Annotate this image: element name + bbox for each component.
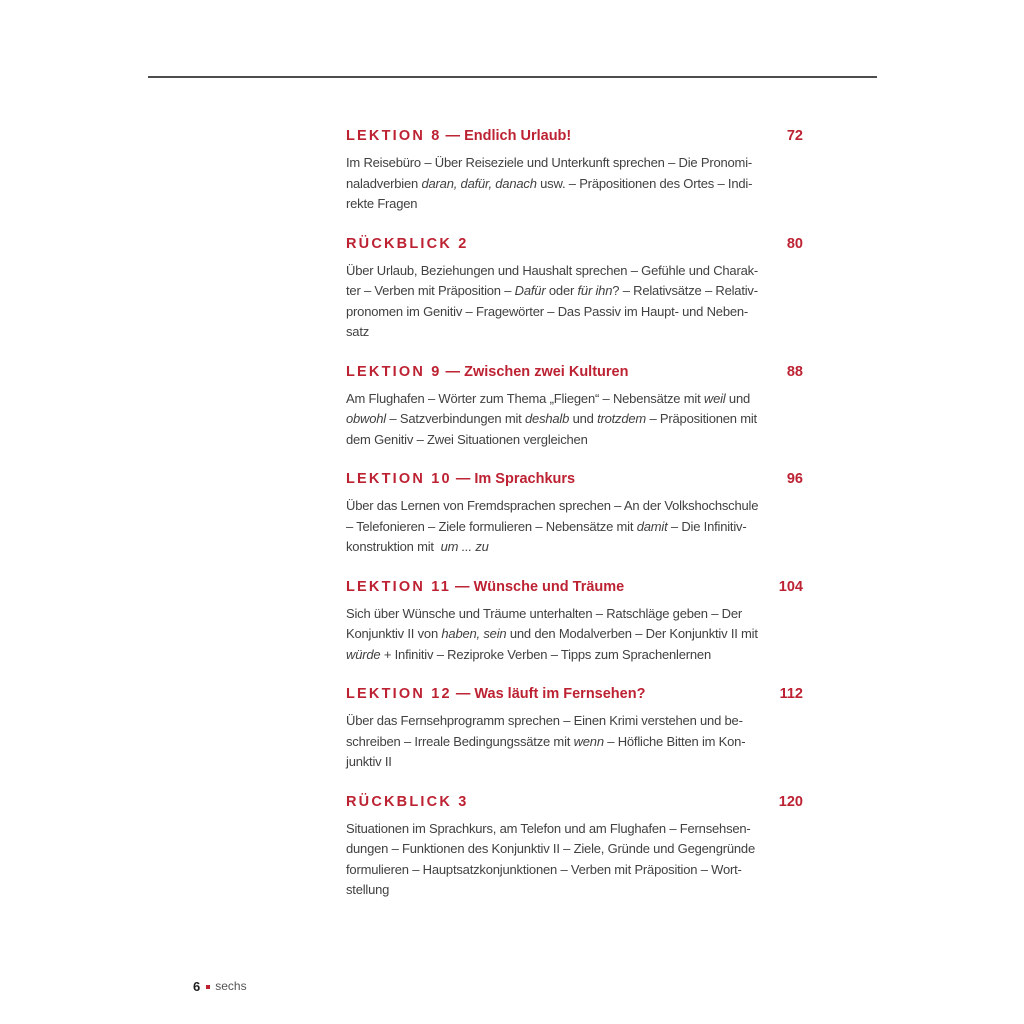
toc-body-line: naladverbien daran, dafür, danach usw. – Präpositionen des Ortes – Indi- [346, 175, 753, 191]
toc-body-line: pronomen im Genitiv – Fragewörter – Das Passiv im Haupt- und Neben- [346, 303, 749, 319]
toc-sections [346, 126, 803, 920]
toc-section [346, 234, 803, 343]
section-page-number: 104 [778, 578, 803, 595]
toc-body-line: würde + Infinitiv – Reziproke Verben – Tipps zum Sprachenlernen [346, 646, 711, 662]
toc-body-line: ter – Verben mit Präposition – Dafür oder für ihn? – Relativsätze – Relativ- [346, 283, 758, 298]
section-dash: — [451, 578, 474, 595]
section-heading-text [346, 684, 645, 704]
toc-section [346, 362, 803, 451]
section-heading [346, 577, 803, 597]
toc-section [346, 126, 803, 215]
section-page-number: 120 [778, 793, 803, 810]
toc-body-line: Über Urlaub, Beziehungen und Haushalt sprechen – Gefühle und Charak- [346, 262, 759, 278]
section-heading [346, 234, 803, 254]
footer-page-number: 6 [193, 979, 201, 994]
section-heading-text [346, 126, 571, 146]
section-label: LEKTION 8 [346, 128, 442, 144]
footer-page-word: sechs [215, 979, 247, 993]
section-title: Wünsche und Träume [473, 578, 625, 595]
toc-body-line: obwohl – Satzverbindungen mit deshalb und trotzdem – Präpositionen mit [346, 411, 757, 426]
toc-section [346, 577, 803, 666]
section-label: LEKTION 9 [346, 363, 442, 380]
section-body [346, 819, 803, 901]
toc-body-line: Situationen im Sprachkurs, am Telefon und am Flughafen – Fernsehsen- [346, 820, 751, 836]
toc-body-line: Am Flughafen – Wörter zum Thema „Fliegen“ – Nebensätze mit weil und [346, 390, 751, 406]
toc-body-line: Über das Lernen von Fremdsprachen sprechen – An der Volkshochschule [346, 498, 759, 513]
section-heading-text [346, 469, 575, 489]
section-heading [346, 126, 803, 146]
section-title: Zwischen zwei Kulturen [464, 363, 629, 380]
toc-body-line: stellung [346, 882, 390, 897]
toc-body-line: Im Reisebüro – Über Reiseziele und Unterkunft sprechen – Die Pronomi- [346, 155, 753, 170]
toc-section [346, 684, 803, 773]
section-heading-text [346, 234, 468, 254]
section-dash: — [451, 686, 475, 702]
section-heading [346, 469, 803, 489]
section-dash: — [441, 363, 465, 380]
toc-body-line: Sich über Wünsche und Träume unterhalten – Ratschläge geben – Der [346, 605, 743, 621]
section-heading [346, 684, 803, 704]
toc-section [346, 792, 803, 901]
toc-body-line: schreiben – Irreale Bedingungssätze mit wenn – Höfliche Bitten im Kon- [346, 733, 746, 749]
toc-body-line: rekte Fragen [346, 196, 418, 211]
section-heading [346, 362, 803, 382]
toc-body-line: Konjunktiv II von haben, sein und den Modalverben – Der Konjunktiv II mit [346, 626, 758, 641]
toc-section [346, 469, 803, 558]
section-page-number: 96 [786, 471, 803, 487]
section-dash: — [441, 128, 465, 144]
section-label: LEKTION 12 [346, 686, 452, 702]
section-heading-text [346, 362, 628, 382]
section-label: RÜCKBLICK 2 [346, 235, 469, 252]
section-heading-text [346, 792, 468, 812]
page-footer [193, 979, 247, 994]
section-label: RÜCKBLICK 3 [346, 793, 469, 810]
toc-body-line: – Telefonieren – Ziele formulieren – Nebensätze mit damit – Die Infinitiv- [346, 518, 747, 534]
toc-body-line: satz [346, 324, 370, 339]
toc-body-line: formulieren – Hauptsatzkonjunktionen – Verben mit Präposition – Wort- [346, 861, 742, 877]
section-page-number: 80 [786, 235, 803, 252]
section-title: Was läuft im Fernsehen? [474, 686, 646, 702]
section-dash: — [451, 471, 475, 487]
section-body [346, 604, 803, 666]
section-heading-text [346, 577, 624, 597]
section-body [346, 711, 803, 773]
toc-body-line: konstruktion mit um ... zu [346, 539, 489, 554]
toc-body-line: dungen – Funktionen des Konjunktiv II – Ziele, Gründe und Gegengründe [346, 841, 755, 856]
section-page-number: 72 [786, 128, 803, 144]
toc-body-line: dem Genitiv – Zwei Situationen vergleichen [346, 431, 588, 447]
section-body [346, 496, 803, 558]
section-heading [346, 792, 803, 812]
section-label: LEKTION 11 [346, 578, 451, 595]
section-body [346, 389, 803, 451]
section-title: Endlich Urlaub! [464, 128, 572, 144]
top-rule [148, 76, 877, 78]
section-body [346, 261, 803, 343]
toc-body-line: Über das Fernsehprogramm sprechen – Einen Krimi verstehen und be- [346, 713, 743, 728]
section-title: Im Sprachkurs [474, 471, 576, 487]
section-page-number: 112 [779, 686, 803, 702]
section-body [346, 153, 803, 215]
toc-body-line: junktiv II [346, 754, 392, 769]
square-bullet-icon [206, 985, 210, 989]
section-page-number: 88 [786, 363, 803, 380]
section-label: LEKTION 10 [346, 471, 452, 487]
